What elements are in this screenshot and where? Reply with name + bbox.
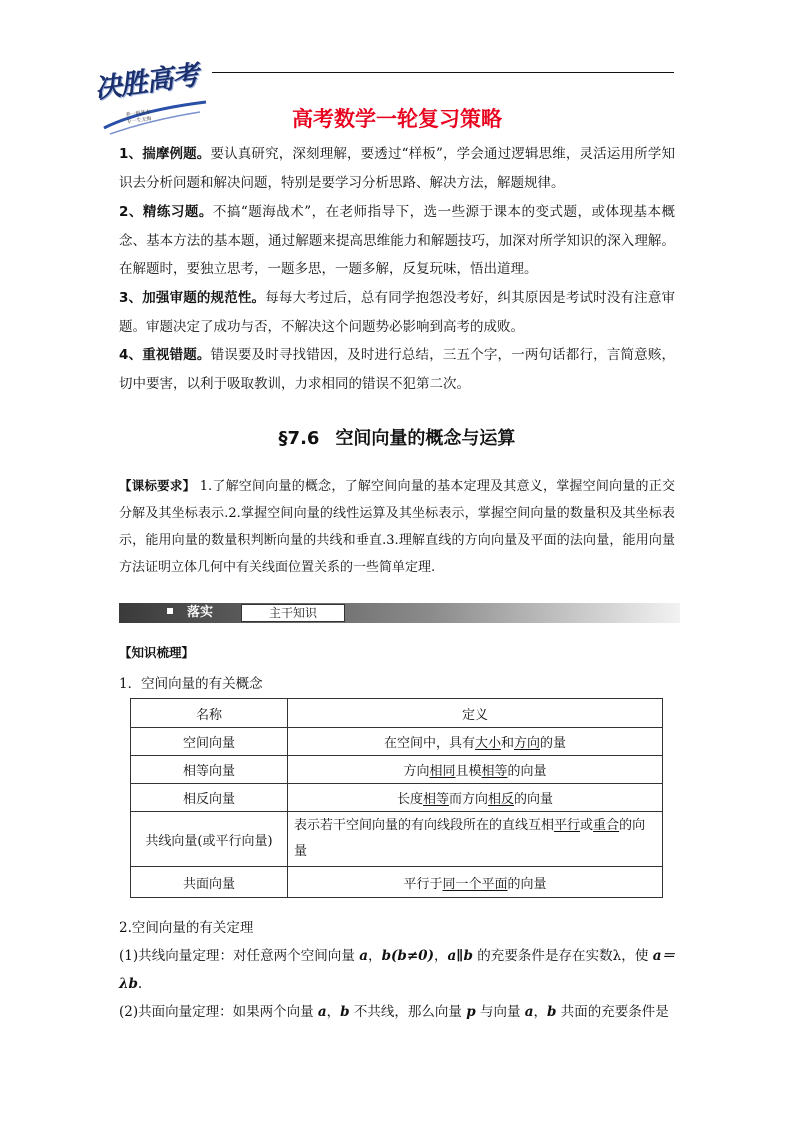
section-title [0,424,794,450]
header-rule [212,72,674,73]
section-name: 空间向量的概念与运算 [335,428,516,449]
def-text: 的向量 [507,764,547,779]
requirements-text: 1.了解空间向量的概念，了解空间向量的基本定理及其意义，掌握空间向量的正交分解及其坐标表示.2.掌握空间向量的线性运算及其坐标表示，掌握空间向量的数量积及其坐标表示，能用向量的数量积判断向量的共线和垂直.3.理解直线的方向向量及平面的法向量，能用向量方法证明立体几何中有关线面位置关系的一些简单定理. [119,479,675,575]
logo-text: 决胜高考 [92,59,201,106]
strategy-4-text: 错误要及时寻找错因，及时进行总结，三五个字，一两句话都行，言简意赅，切中要害，以利于吸取教训，力求相同的错误不犯第二次。 [119,347,676,392]
strategy-1-title: 1、揣摩例题。 [119,146,211,162]
theorem-text: ， [367,948,382,964]
coplanar-theorem [119,998,675,1026]
def-text: 的向量 [294,818,646,859]
knowledge-tag: 【知识梳理】 [119,645,195,660]
table-header-definition: 定义 [288,699,663,728]
concepts-table [130,698,663,898]
strategy-1 [119,140,675,197]
theorem-text: ， [326,1004,341,1020]
def-keyword: 相同 [429,764,456,779]
strategy-4 [119,341,675,398]
strategy-1-text: 要认真研究，深刻理解，要透过“样板”，学会通过逻辑思维，灵活运用所学知识去分析问题和解决问题，特别是要学习分析思路、解决方法，解题规律。 [119,146,675,191]
vector-equation: a＝λb [119,948,676,992]
def-text: 方向 [403,764,430,779]
table-header-row [131,699,663,728]
def-text: 长度 [396,792,423,807]
table-row [131,728,663,756]
table-cell-name: 共面向量 [131,867,288,898]
banner-left-text: 落实 [187,605,214,620]
strategy-2 [119,198,675,284]
table-cell-definition [288,728,663,756]
collinear-theorem [119,942,675,998]
theorems-block [119,914,675,1026]
requirements-tag: 【课标要求】 [119,478,196,493]
theorem-text: 与向量 [475,1004,525,1020]
table-row [131,812,663,867]
def-text: 和 [500,736,514,751]
def-keyword: 相等 [481,764,508,779]
vector-symbol: p [466,1004,476,1020]
table-cell-definition [288,784,663,812]
strategy-2-text: 不搞“题海战术”，在老师指导下，选一些源于课本的变式题，或体现基本概念、基本方法的基本题，通过解题来提高思维能力和解题技巧，加深对所学知识的深入理解。在解题时，要独立思考，一题多思，一题多解，反复玩味，悟出道理。 [119,204,675,277]
def-text: 的向量 [507,876,547,892]
theorem-text: ， [433,948,448,964]
vector-symbol: b [547,1004,557,1020]
def-keyword: 平行 [554,818,581,833]
banner-right-label: 主干知识 [241,604,345,622]
strategy-3-text: 每每大考过后，总有同学抱怨没考好，纠其原因是考试时没有注意审题。审题决定了成功与否，不解决这个问题势必影响到高考的成败。 [119,290,675,335]
logo-subtitle-line-1: 养一般基本 [125,109,151,119]
def-text: 而方向 [448,792,488,807]
theorem-text: (2)共面向量定理：如果两个向量 [119,1004,318,1020]
section-banner [119,603,680,623]
vector-parallel: a∥b [447,948,473,964]
theorem-text: 的充要条件是存在实数λ，使 [472,948,653,964]
table-cell-definition [288,756,663,784]
logo-subtitle-line-2: 专一生无悔 [126,115,152,126]
def-text: 或 [580,818,594,833]
square-bullet-icon [167,608,173,614]
theorem-text: (1)共线向量定理：对任意两个空间向量 [119,948,360,964]
table-cell-name: 相等向量 [131,756,288,784]
theorem-text: . [137,976,143,992]
def-text: 平行于 [403,876,443,892]
theorem-text: ， [533,1004,548,1020]
vector-symbol: b [340,1004,350,1020]
table-cell-definition [288,867,663,898]
vector-condition: (b≠0) [391,948,434,964]
theorems-heading: 2.空间向量的有关定理 [119,920,254,936]
def-text: 的量 [540,736,567,751]
theorem-text: 共面的充要条件是 [556,1004,669,1020]
def-keyword: 大小 [474,736,501,751]
section-number: §7.6 [278,428,320,449]
table-cell-name: 相反向量 [131,784,288,812]
strategy-3-title: 3、加强审题的规范性。 [119,290,266,306]
table-row [131,867,663,898]
def-text: 的向量 [514,792,554,807]
table-cell-definition [288,812,663,867]
def-text: 表示若干空间向量的有向线段所在的直线互相 [294,818,555,833]
def-keyword: 方向 [514,736,541,751]
def-keyword: 相反 [488,792,515,807]
table-header-name: 名称 [131,699,288,728]
vector-symbol: a [524,1004,534,1020]
vector-symbol: b [381,948,392,964]
table-cell-name: 空间向量 [131,728,288,756]
strategy-2-title: 2、精练习题。 [119,204,213,220]
table-row [131,756,663,784]
def-keyword: 重合 [593,818,620,833]
vector-symbol: a [317,1004,327,1020]
def-text: 在空间中，具有 [383,736,475,751]
vector-symbol: a [359,948,368,964]
theorem-text: 不共线，那么向量 [349,1004,467,1020]
table-cell-name: 共线向量(或平行向量) [131,812,288,867]
def-keyword: 同一个平面 [442,876,508,892]
strategy-3 [119,284,675,341]
concepts-heading: 1．空间向量的有关概念 [119,676,263,692]
main-title: 高考数学一轮复习策略 [292,107,502,131]
curriculum-requirements [119,472,675,581]
def-text: 且模 [455,764,482,779]
banner-left-label [167,603,213,623]
table-row [131,784,663,812]
def-keyword: 相等 [422,792,449,807]
strategy-4-title: 4、重视错题。 [119,347,211,363]
